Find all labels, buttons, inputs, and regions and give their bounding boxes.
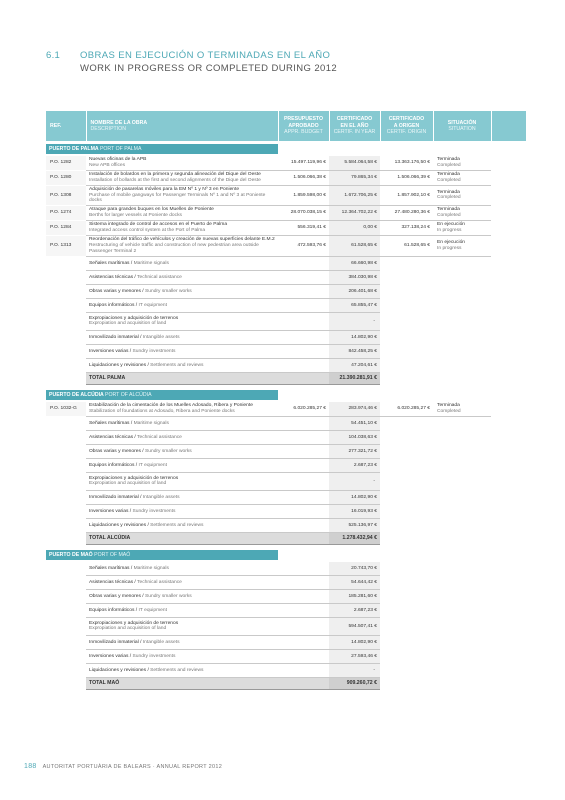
certified-origin: 1.857.902,10 € [380,185,433,206]
project-ref: P.O. 1280 [46,170,86,185]
category-value: 54.644,42 € [329,575,380,589]
project-status: En ejecución In progress [433,235,491,256]
category-row [46,649,526,663]
project-status: Terminada Completed [433,156,491,170]
port-total-row [46,532,526,544]
project-ref: P.O. 1284 [46,221,86,236]
category-value: 525.136,97 € [329,518,380,532]
category-value: - [329,312,380,330]
category-value: 104.038,63 € [329,430,380,444]
category-row [46,312,526,330]
category-value: 14.802,90 € [329,490,380,504]
category-value: - [329,472,380,490]
category-name: Inversiones varias / Sundry investments [86,344,329,358]
footer-report: ANNUAL REPORT 2012 [156,764,223,770]
category-value: 54.451,10 € [329,416,380,430]
category-name: Expropiaciones y adquisición de terrenos Expropiation and acquisition of land [86,312,329,330]
project-row [46,170,526,185]
certified-year: 5.584.064,58 € [329,156,380,170]
category-row [46,270,526,284]
category-row [46,416,526,430]
section-number: 6.1 [46,50,61,61]
category-value: 277.321,72 € [329,444,380,458]
certified-year: 0,00 € [329,221,380,236]
project-ref: P.O. 1308 [46,185,86,206]
section-title-es: OBRAS EN EJECUCIÓN O TERMINADAS EN EL AÑO [80,50,331,61]
category-row [46,575,526,589]
page-number: 188 [24,763,37,770]
category-row [46,344,526,358]
project-ref: P.O. 1282 [46,156,86,170]
total-label: TOTAL PALMA [86,372,329,384]
category-name: Inmovilizado inmaterial / Intangible assets [86,490,329,504]
category-row [46,663,526,677]
col-spacer [491,111,526,141]
page-footer: 188 AUTORITAT PORTUÀRIA DE BALEARS · ANNUAL REPORT 2012 [24,763,223,770]
port-section-header [46,390,526,400]
project-ref: P.O. 1032-G [46,402,86,416]
category-row [46,298,526,312]
category-name: Señales marítimas / Maritime signals [86,256,329,270]
table-header [46,111,526,141]
col-budget: PRESUPUESTO APROBADO APPR. BUDGET [278,111,329,141]
category-value: 2.687,23 € [329,458,380,472]
total-value: 1.278.432,94 € [329,532,380,544]
category-name: Inmovilizado inmaterial / Intangible assets [86,330,329,344]
category-row [46,518,526,532]
category-row [46,635,526,649]
category-row [46,330,526,344]
category-name: Inmovilizado inmaterial / Intangible assets [86,635,329,649]
category-name: Liquidaciones y revisiones / Settlements and reviews [86,518,329,532]
category-name: Inversiones varias / Sundry investments [86,649,329,663]
project-row [46,206,526,221]
category-name: Liquidaciones y revisiones / Settlements and reviews [86,663,329,677]
certified-year: 12.364.702,22 € [329,206,380,221]
certified-origin: 13.363.176,50 € [380,156,433,170]
category-name: Equipos informáticos / IT equipment [86,298,329,312]
total-label: TOTAL MAÓ [86,677,329,689]
category-name: Señales marítimas / Maritime signals [86,562,329,576]
project-name: Nuevas oficinas de la APB New APB offices [86,156,278,170]
category-value: 384.030,98 € [329,270,380,284]
category-row [46,358,526,372]
project-status: Terminada Completed [433,170,491,185]
col-status: SITUACIÓN SITUATION [433,111,491,141]
category-row [46,617,526,635]
approved-budget: 6.020.285,27 € [278,402,329,416]
category-value: 185.281,60 € [329,589,380,603]
certified-year: 283.974,46 € [329,402,380,416]
certified-origin: 61.528,65 € [380,235,433,256]
certified-origin: 1.506.066,39 € [380,170,433,185]
col-ref: REF. [46,111,86,141]
category-name: Señales marítimas / Maritime signals [86,416,329,430]
project-row [46,185,526,206]
approved-budget: 472.593,76 € [278,235,329,256]
total-label: TOTAL ALCÚDIA [86,532,329,544]
category-name: Equipos informáticos / IT equipment [86,603,329,617]
port-label: PUERTO DE ALCÚDIA PORT OF ALCÚDIA [46,390,278,400]
approved-budget: 1.859.598,00 € [278,185,329,206]
port-label: PUERTO DE MAÓ PORT OF MAÓ [46,550,278,560]
project-status: Terminada Completed [433,402,491,416]
port-label: PUERTO DE PALMA PORT OF PALMA [46,144,278,154]
project-ref: P.O. 1313 [46,235,86,256]
project-row [46,156,526,170]
footer-org: AUTORITAT PORTUÀRIA DE BALEARS [42,764,152,770]
category-name: Asistencias técnicas / Technical assistance [86,575,329,589]
category-name: Liquidaciones y revisiones / Settlements and reviews [86,358,329,372]
category-value: 206.401,68 € [329,284,380,298]
certified-year: 1.672.706,25 € [329,185,380,206]
category-row [46,458,526,472]
col-cert-origin: CERTIFICADO A ORIGEN CERTIF. ORIGIN [380,111,433,141]
category-value: 594.507,41 € [329,617,380,635]
project-name: Instalación de bolardos en la primera y segunda alineación del Dique del Oeste Installation of bollards at the first and second alignments of the Dique del Oeste [86,170,278,185]
category-value: 66.660,98 € [329,256,380,270]
category-name: Obras varias y menores / Sundry smaller works [86,284,329,298]
category-value: 27.593,46 € [329,649,380,663]
category-value: 842.458,25 € [329,344,380,358]
col-name: NOMBRE DE LA OBRA DESCRIPTION [86,111,278,141]
project-status: Terminada Completed [433,206,491,221]
category-row [46,603,526,617]
total-value: 909.260,72 € [329,677,380,689]
certified-origin: 327.138,24 € [380,221,433,236]
category-row [46,472,526,490]
col-cert-year: CERTIFICADO EN EL AÑO CERTIF. IN YEAR [329,111,380,141]
project-row [46,402,526,416]
project-ref: P.O. 1274 [46,206,86,221]
works-table [46,111,526,690]
category-row [46,562,526,576]
approved-budget: 1.506.066,38 € [278,170,329,185]
project-status: Terminada Completed [433,185,491,206]
category-name: Inversiones varias / Sundry investments [86,504,329,518]
category-name: Obras varias y menores / Sundry smaller works [86,444,329,458]
category-name: Expropiaciones y adquisición de terrenos Expropiation and acquisition of land [86,472,329,490]
category-name: Asistencias técnicas / Technical assistance [86,270,329,284]
project-name: Estabilización de la cimentación de los Muelles Adosado, Ribera y Poniente Stabilization of foundations at Adosado, Ribera and Poniente docks [86,402,278,416]
certified-year: 61.528,65 € [329,235,380,256]
category-value: 14.802,90 € [329,330,380,344]
category-value: 14.802,90 € [329,635,380,649]
project-name: Adquisición de pasarelas móviles para la EM Nº 1 y Nº 3 en Poniente Purchase of mobile gangways for Passenger Terminals Nº 1 and Nº 3 at Poniente docks [86,185,278,206]
category-value: 2.687,23 € [329,603,380,617]
category-name: Equipos informáticos / IT equipment [86,458,329,472]
project-name: Sistema integrado de control de accesos en el Puerto de Palma Integrated access control system at the Port of Palma [86,221,278,236]
category-value: 20.743,70 € [329,562,380,576]
category-row [46,256,526,270]
section-title-en: WORK IN PROGRESS OR COMPLETED DURING 2012 [80,63,338,74]
project-row [46,221,526,236]
category-value: 16.019,93 € [329,504,380,518]
category-row [46,490,526,504]
project-name: Atraque para grandes buques en los Muelles de Poniente Berths for larger vessels at Poniente docks [86,206,278,221]
category-value: 47.204,61 € [329,358,380,372]
category-name: Expropiaciones y adquisición de terrenos Expropiation and acquisition of land [86,617,329,635]
port-total-row [46,372,526,384]
project-status: En ejecución In progress [433,221,491,236]
category-name: Obras varias y menores / Sundry smaller works [86,589,329,603]
certified-origin: 27.480.280,36 € [380,206,433,221]
port-total-row [46,677,526,689]
category-name: Asistencias técnicas / Technical assistance [86,430,329,444]
category-row [46,284,526,298]
project-name: Reordenación del tráfico de vehículos y creación de nuevas superficies delante E.M.2 Restructuring of vehicle traffic and construction of new pedestrian area outside Passenger Terminal 2 [86,235,278,256]
certified-year: 79.865,34 € [329,170,380,185]
certified-origin: 6.020.285,27 € [380,402,433,416]
approved-budget: 28.070.038,15 € [278,206,329,221]
port-section-header [46,550,526,560]
approved-budget: 556.319,41 € [278,221,329,236]
category-row [46,504,526,518]
project-row [46,235,526,256]
total-value: 21.390.281,91 € [329,372,380,384]
category-value: - [329,663,380,677]
approved-budget: 15.497.119,96 € [278,156,329,170]
port-section-header [46,144,526,154]
category-row [46,430,526,444]
category-value: 65.855,47 € [329,298,380,312]
category-row [46,444,526,458]
category-row [46,589,526,603]
